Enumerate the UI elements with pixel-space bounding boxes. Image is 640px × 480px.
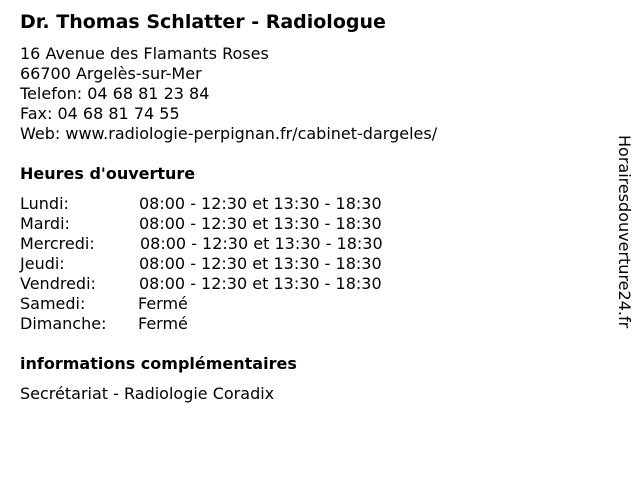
phone-number: Telefon: 04 68 81 23 84 <box>20 84 210 103</box>
brand-watermark[interactable]: Horairesdouverture24.fr <box>615 135 634 329</box>
day-label: Jeudi: <box>20 254 65 273</box>
hours-row-tuesday <box>20 214 440 234</box>
time-value: Fermé <box>138 314 188 333</box>
city-address: 66700 Argelès-sur-Mer <box>20 64 202 83</box>
time-value: 08:00 - 12:30 et 13:30 - 18:30 <box>139 254 382 273</box>
time-value: Fermé <box>138 294 188 313</box>
day-label: Mercredi: <box>20 234 95 253</box>
day-label: Lundi: <box>20 194 69 213</box>
additional-info-text: Secrétariat - Radiologie Coradix <box>20 384 275 403</box>
hours-row-friday <box>20 274 440 294</box>
page-title: Dr. Thomas Schlatter - Radiologue <box>20 11 386 33</box>
time-value: 08:00 - 12:30 et 13:30 - 18:30 <box>139 194 382 213</box>
hours-row-saturday <box>20 294 440 314</box>
day-label: Dimanche: <box>20 314 107 333</box>
website-link[interactable]: Web: www.radiologie-perpignan.fr/cabinet-dargeles/ <box>20 124 438 143</box>
street-address: 16 Avenue des Flamants Roses <box>20 44 269 63</box>
day-label: Samedi: <box>20 294 86 313</box>
hours-row-sunday <box>20 314 440 334</box>
contact-details <box>20 44 437 144</box>
opening-hours-table <box>20 194 440 334</box>
hours-row-thursday <box>20 254 440 274</box>
day-label: Vendredi: <box>20 274 96 293</box>
hours-row-monday <box>20 194 440 214</box>
opening-hours-heading: Heures d'ouverture <box>20 164 196 183</box>
time-value: 08:00 - 12:30 et 13:30 - 18:30 <box>139 274 382 293</box>
fax-number: Fax: 04 68 81 74 55 <box>20 104 180 123</box>
time-value: 08:00 - 12:30 et 13:30 - 18:30 <box>139 214 382 233</box>
day-label: Mardi: <box>20 214 70 233</box>
additional-info-heading: informations complémentaires <box>20 354 297 373</box>
hours-row-wednesday <box>20 234 440 254</box>
time-value: 08:00 - 12:30 et 13:30 - 18:30 <box>140 234 383 253</box>
